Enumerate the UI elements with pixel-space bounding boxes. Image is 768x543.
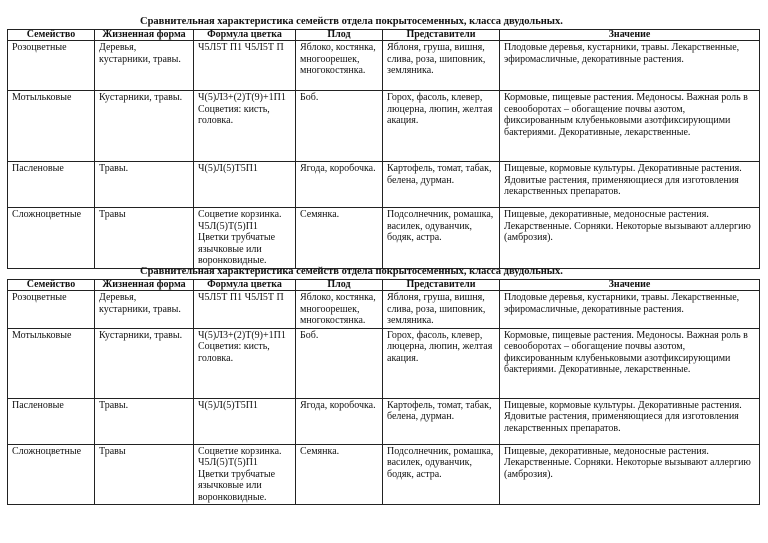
cell-life-form: Травы. [95, 398, 194, 444]
cell-fruit: Яблоко, костянка, многоорешек, многокостянка. [296, 291, 383, 329]
comparison-block-2 [7, 265, 759, 505]
cell-fruit: Семянка. [296, 444, 383, 505]
cell-significance: Плодовые деревья, кустарники, травы. Лекарственные, эфиромасличные, декоративные растения. [500, 291, 760, 329]
cell-flower-formula: Ч(5)Л(5)Т5П1 [194, 398, 296, 444]
cell-flower-formula: Ч(5)Л3+(2)Т(9)+1П1 Соцветия: кисть, головка. [194, 328, 296, 398]
cell-fruit: Ягода, коробочка. [296, 162, 383, 208]
cell-family: Розоцветные [8, 291, 95, 329]
cell-representatives: Горох, фасоль, клевер, люцерна, люпин, желтая акация. [383, 91, 500, 162]
cell-fruit: Семянка. [296, 208, 383, 269]
table-title: Сравнительная характеристика семейств отдела покрытосеменных, класса двудольных. [140, 16, 563, 27]
header-flower-formula: Формула цветка [194, 280, 296, 291]
cell-family: Сложноцветные [8, 444, 95, 505]
header-family: Семейство [8, 30, 95, 41]
cell-life-form: Деревья, кустарники, травы. [95, 41, 194, 91]
table-row [8, 91, 760, 162]
cell-flower-formula: Ч5Л5Т П1 Ч5Л5Т П [194, 41, 296, 91]
header-fruit: Плод [296, 30, 383, 41]
cell-significance: Пищевые, кормовые культуры. Декоративные растения. Ядовитые растения, применяющиеся для изготовления лекарственных препаратов. [500, 398, 760, 444]
cell-fruit: Ягода, коробочка. [296, 398, 383, 444]
cell-representatives: Подсолнечник, ромашка, василек, одуванчик, бодяк, астра. [383, 444, 500, 505]
cell-family: Сложноцветные [8, 208, 95, 269]
table-row [8, 291, 760, 329]
cell-representatives: Горох, фасоль, клевер, люцерна, люпин, желтая акация. [383, 328, 500, 398]
cell-family: Розоцветные [8, 41, 95, 91]
cell-representatives: Яблоня, груша, вишня, слива, роза, шиповник, земляника. [383, 41, 500, 91]
table-row [8, 444, 760, 505]
cell-life-form: Травы. [95, 162, 194, 208]
cell-significance: Плодовые деревья, кустарники, травы. Лекарственные, эфиромасличные, декоративные растения. [500, 41, 760, 91]
cell-flower-formula: Ч(5)Л3+(2)Т(9)+1П1 Соцветия: кисть, головка. [194, 91, 296, 162]
cell-fruit: Яблоко, костянка, многоорешек, многокостянка. [296, 41, 383, 91]
cell-flower-formula: Ч5Л5Т П1 Ч5Л5Т П [194, 291, 296, 329]
table-row [8, 208, 760, 269]
table-row [8, 398, 760, 444]
table-row [8, 328, 760, 398]
cell-flower-formula: Соцветие корзинка. Ч5Л(5)Т(5)П1 Цветки трубчатые язычковые или воронковидные. [194, 208, 296, 269]
cell-flower-formula: Ч(5)Л(5)Т5П1 [194, 162, 296, 208]
cell-family: Мотыльковые [8, 91, 95, 162]
cell-fruit: Боб. [296, 328, 383, 398]
cell-significance: Пищевые, декоративные, медоносные растения. Лекарственные. Сорняки. Некоторые вызывают аллергию (амброзия). [500, 208, 760, 269]
cell-family: Пасленовые [8, 162, 95, 208]
header-significance: Значение [500, 30, 760, 41]
comparison-block-1 [7, 15, 759, 269]
cell-representatives: Картофель, томат, табак, белена, дурман. [383, 398, 500, 444]
cell-family: Мотыльковые [8, 328, 95, 398]
header-significance: Значение [500, 280, 760, 291]
cell-representatives: Подсолнечник, ромашка, василек, одуванчик, бодяк, астра. [383, 208, 500, 269]
cell-representatives: Яблоня, груша, вишня, слива, роза, шиповник, земляника. [383, 291, 500, 329]
cell-family: Пасленовые [8, 398, 95, 444]
table-row [8, 41, 760, 91]
cell-life-form: Травы [95, 208, 194, 269]
header-fruit: Плод [296, 280, 383, 291]
cell-life-form: Кустарники, травы. [95, 328, 194, 398]
comparison-table [7, 29, 760, 269]
header-life-form: Жизненная форма [95, 280, 194, 291]
cell-representatives: Картофель, томат, табак, белена, дурман. [383, 162, 500, 208]
cell-significance: Пищевые, декоративные, медоносные растения. Лекарственные. Сорняки. Некоторые вызывают аллергию (амброзия). [500, 444, 760, 505]
cell-life-form: Кустарники, травы. [95, 91, 194, 162]
cell-fruit: Боб. [296, 91, 383, 162]
cell-life-form: Травы [95, 444, 194, 505]
header-life-form: Жизненная форма [95, 30, 194, 41]
header-representatives: Представители [383, 30, 500, 41]
header-representatives: Представители [383, 280, 500, 291]
header-row [8, 30, 760, 41]
table-title: Сравнительная характеристика семейств отдела покрытосеменных, класса двудольных. [140, 266, 563, 277]
cell-significance: Кормовые, пищевые растения. Медоносы. Важная роль в севооборотах – обогащение почвы азотом, фиксированным клубеньковыми азотфиксирующими бактериями. Декоративные, лекарственные. [500, 91, 760, 162]
header-family: Семейство [8, 280, 95, 291]
header-flower-formula: Формула цветка [194, 30, 296, 41]
table-row [8, 162, 760, 208]
cell-flower-formula: Соцветие корзинка. Ч5Л(5)Т(5)П1 Цветки трубчатые язычковые или воронковидные. [194, 444, 296, 505]
cell-significance: Кормовые, пищевые растения. Медоносы. Важная роль в севооборотах – обогащение почвы азотом, фиксированным клубеньковыми азотфиксирующими бактериями. Декоративные, лекарственные. [500, 328, 760, 398]
comparison-table [7, 279, 760, 505]
header-row [8, 280, 760, 291]
cell-life-form: Деревья, кустарники, травы. [95, 291, 194, 329]
cell-significance: Пищевые, кормовые культуры. Декоративные растения. Ядовитые растения, применяющиеся для изготовления лекарственных препаратов. [500, 162, 760, 208]
